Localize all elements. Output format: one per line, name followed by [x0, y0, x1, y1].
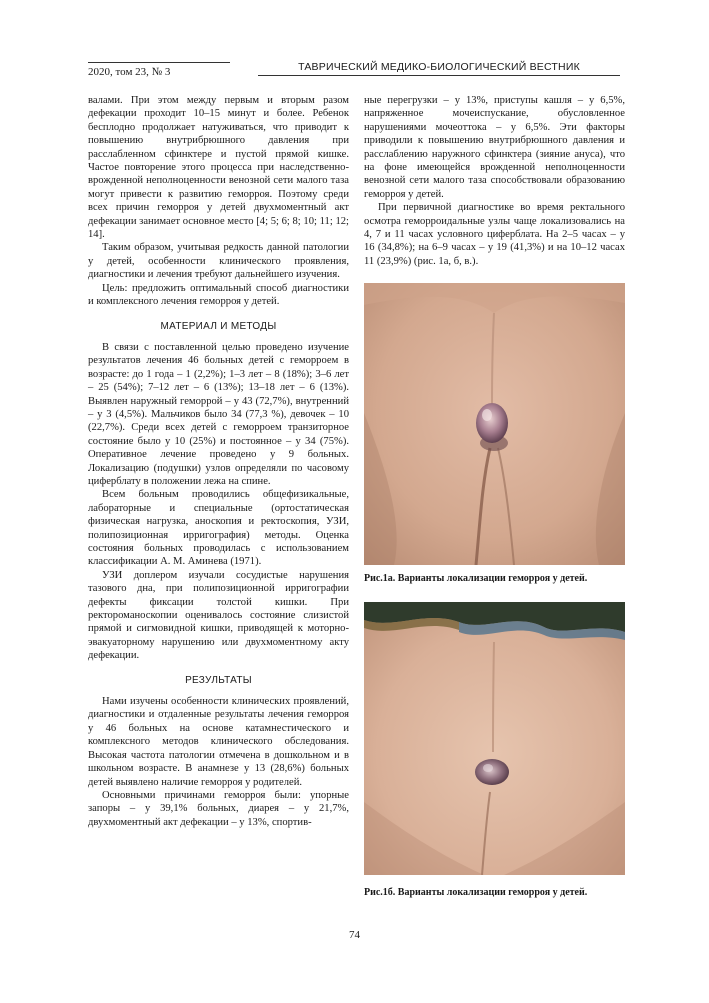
section-heading-methods: МАТЕРИАЛ И МЕТОДЫ — [160, 320, 277, 332]
paragraph: Нами изучены особенности клинических проявлений, диагностики и отдаленные результаты лечения геморроя у 46 больных на основе катамнестического и комплексного методов клинического обследования. Высокая частота патологии отмечена в дошкольном и в школьном возрасте. В анамнезе у 13 (28,6%) больных детей выявлено наличие геморроя у родителей. — [88, 696, 349, 788]
paragraph: Цель: предложить оптимальный способ диагностики и комплексного лечения геморроя у детей. — [88, 282, 349, 308]
paragraph: В связи с поставленной целью проведено изучение результатов лечения 46 больных детей с геморроем в возрасте: до 1 года – 1 (2,2%); 1–3 лет – 8 (18%); 3–6 лет – 25 (54%); 7–12 лет – 6 (13%); 13–18 лет – 6 (13%). Выявлен наружный геморрой – у 43 (72,7%), внутренний – у 3 (4,5%). Мальчиков было 34 (77,3 %), девочек – 10 (22,7%). Среди всех детей с геморроем транзиторное состояние было у 10 (25%) и постоянное – у 34 (75%). Оперативное лечение проведено у 9 больных. Локализацию (подушки) узлов определяли по часовому циферблату в положении лежа на спине. — [88, 341, 349, 487]
section-heading-results: РЕЗУЛЬТАТЫ — [185, 674, 252, 686]
paragraph: ные перегрузки – у 13%, приступы кашля – у 6,5%, напряженное мочеиспускание, обусловленное нарушениями мочеоттока – у 6,5%. Эти факторы приводили к повышению внутрибрюшного давления и расслаблению наружного сфинктера (зияние ануса), что на фоне имеющейся врожденной неполноценности венозной сети малого таза способствовали образованию геморроя у детей. — [364, 95, 625, 200]
paragraph: валами. При этом между первым и вторым разом дефекации проходит 10–15 минут и более. Ребенок бесплодно продолжает натуживаться, что приводит к повышению внутрибрюшного давления при расслабленном сфинктере и пустой прямой кишке. Частое повторение этого процесса при наследственно-врожденной неполноценности венозной сети малого таза могут привести к развитию геморроя. Поэтому среди всех причин геморроя у детей двухмоментный акт дефекации занимает основное место [4; 5; 6; 8; 10; 11; 12; 14]. — [88, 95, 349, 241]
journal-title: ТАВРИЧЕСКИЙ МЕДИКО-БИОЛОГИЧЕСКИЙ ВЕСТНИК — [258, 61, 620, 76]
figure-1a-caption: Рис.1а. Варианты локализации геморроя у детей. — [364, 573, 588, 584]
paragraph: При первичной диагностике во время ректального осмотра геморроидальные узлы чаще локализовались на 4, 7 и 11 часах условного циферблата. На 2–5 часах – у 16 (34,8%); на 6–9 часах – у 19 (41,3%) и на 10–12 часах 11 (23,9%) (рис. 1а, б, в.). — [364, 202, 625, 267]
paragraph: Таким образом, учитывая редкость данной патологии у детей, особенности клинического проявления, диагностики и лечения требуют дальнейшего изучения. — [88, 242, 349, 281]
issue-info: 2020, том 23, № 3 — [88, 62, 230, 79]
figure-1a-photo — [364, 283, 625, 565]
figure-1b-caption: Рис.1б. Варианты локализации геморроя у детей. — [364, 887, 588, 898]
paragraph: Основными причинами геморроя были: упорные запоры – у 39,1% больных, диарея – у 21,7%, двухмоментный акт дефекации – у 13%, спортив- — [88, 789, 349, 828]
left-column — [88, 94, 349, 829]
figure-1b-photo — [364, 602, 625, 875]
page-number: 74 — [349, 929, 360, 941]
paragraph: УЗИ доплером изучали сосудистые нарушения тазового дна, при полипозиционной ирригографии дефекты фиксации толстой кишки. При ректороманоскопии оценивалось состояние слизистой прямой и сигмовидной кишки, приводящей к моторно-эвакуаторному нарушению или двухмоментному акту дефекации. — [88, 569, 349, 662]
paragraph: Всем больным проводились общефизикальные, лабораторные и специальные (ортостатическая физическая нагрузка, аноскопия и ректоскопия, УЗИ, полипозиционная ирригография) методы. Оценка состояния больных проводилась с использованием классификации А. М. Аминева (1971). — [88, 489, 349, 568]
right-column — [364, 94, 625, 268]
